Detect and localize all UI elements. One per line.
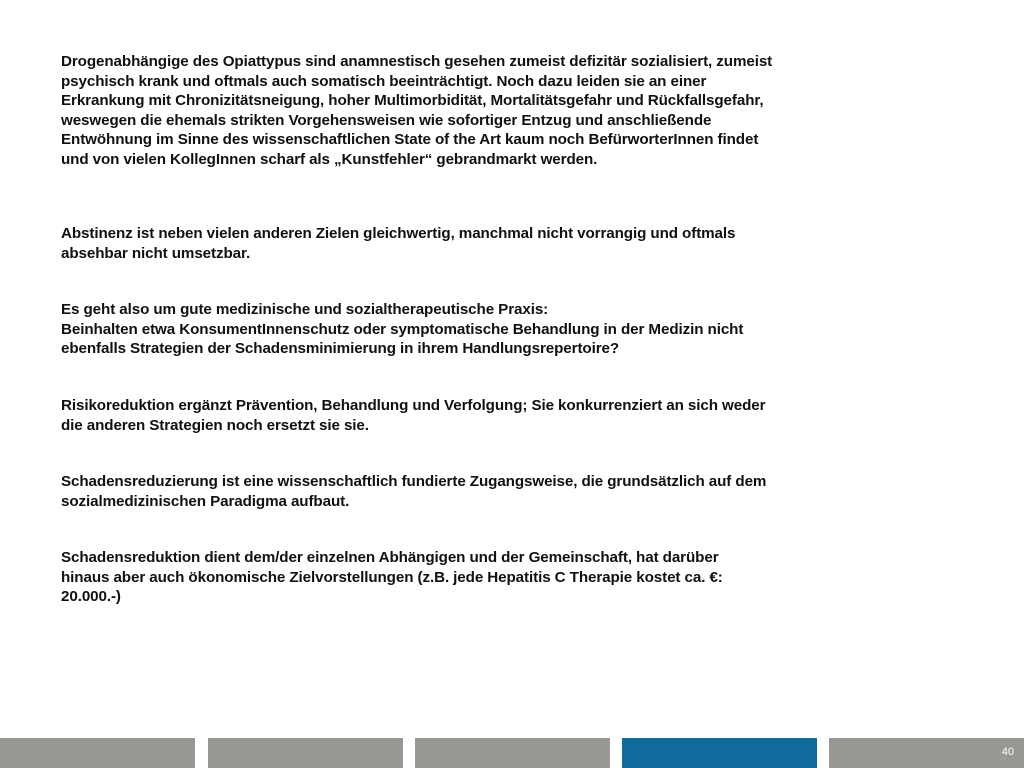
footer-segment xyxy=(829,738,1024,768)
footer-segment xyxy=(208,738,403,768)
paragraph-good-practice: Es geht also um gute medizinische und sozialtherapeutische Praxis: Beinhalten etwa KonsumentInnenschutz oder symptomatische Behandlung in der Medizin nicht ebenfalls Strategien der Schadensminimierung in ihrem Handlungsrepertoire? xyxy=(61,301,744,358)
footer-segment xyxy=(415,738,610,768)
paragraph-harm-reduction-approach: Schadensreduzierung ist eine wissenschaftlich fundierte Zugangsweise, die grundsätzlich auf dem sozialmedizinischen Paradigma aufbaut. xyxy=(61,473,767,510)
paragraph-opiate-users: Drogenabhängige des Opiattypus sind anamnestisch gesehen zumeist defizitär sozialisiert, zumeist psychisch krank und oftmals auch somatisch beeinträchtigt. Noch dazu leiden sie an einer Erkrankung mit Chronizitätsneigung, hoher Multimorbidität, Mortalitätsgefahr und Rückfallsgefahr, weswegen die ehemals strikten Vorgehensweisen wie sofortiger Entzug und anschließende Entwöhnung im Sinne des wissenschaftlichen State of the Art kaum noch BefürworterInnen findet und von vielen KollegInnen scharf als „Kunstfehler“ gebrandmarkt werden. xyxy=(61,53,773,168)
footer-segment xyxy=(0,738,195,768)
footer-bar xyxy=(0,738,1024,768)
paragraph-harm-reduction-economics: Schadensreduktion dient dem/der einzelnen Abhängigen und der Gemeinschaft, hat darüber hinaus aber auch ökonomische Zielvorstellungen (z.B. jede Hepatitis C Therapie kostet ca. €: 20.000.-) xyxy=(61,549,723,606)
paragraph-abstinence: Abstinenz ist neben vielen anderen Zielen gleichwertig, manchmal nicht vorrangig und oftmals absehbar nicht umsetzbar. xyxy=(61,225,736,262)
paragraph-risk-reduction: Risikoreduktion ergänzt Prävention, Behandlung und Verfolgung; Sie konkurrenziert an sich weder die anderen Strategien noch ersetzt sie sie. xyxy=(61,397,766,434)
page-number: 40 xyxy=(1001,746,1014,758)
footer-segment-active xyxy=(622,738,817,768)
